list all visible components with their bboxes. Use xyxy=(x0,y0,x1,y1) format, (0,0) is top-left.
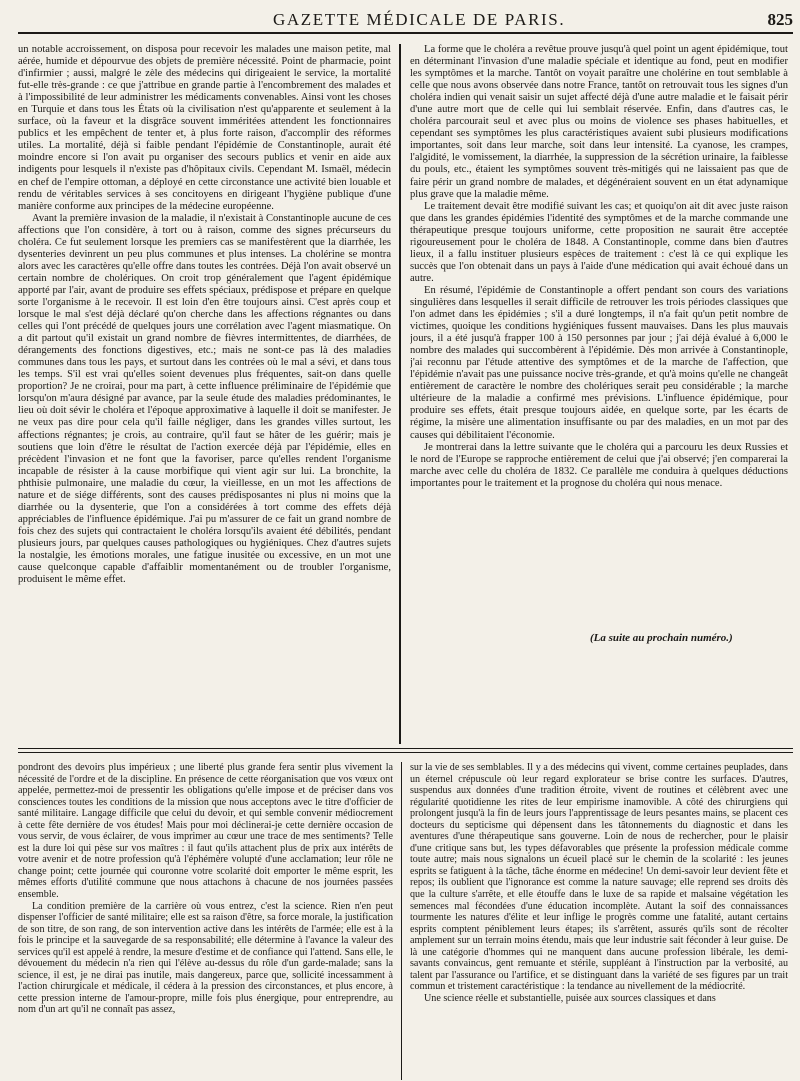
paragraph: Je montrerai dans la lettre suivante que le choléra qui a parcouru les deux Russies et le nord de l'Europe se rapproche entièrement de celui que j'ai observé; j'en comparerai la marche avec celle du choléra de 1832. Ce parallèle me conduira à quelques déductions importantes pour le traitement et la prognose du choléra qui nous menace. xyxy=(410,441,788,489)
section-separator xyxy=(18,748,793,753)
paragraph: Avant la première invasion de la maladie, il n'existait à Constantinople aucune de ces affections que l'on considère, à tort ou à raison, comme des signes précurseurs du choléra. Ce fut seulement lorsque les premiers cas se manifestèrent que la diarrhée, les dysenteries devinrent un peu plus communes et plus intenses. La cholérine se montra alors avec les caractères qu'elle offre dans toutes les contrées. Déjà l'on avait observé un certain nombre de cholériques. On croit trop généralement que l'agent épidémique apporté par l'air, avant de produire ses effets spéciaux, prédispose et prépare en quelque sorte l'organisme à le recevoir. Il est loin d'en être toujours ainsi. C'est après coup et lorsque le mal s'est déjà déclaré qu'on cherche dans les affections régnantes ou dans celles qui l'ont précédé de quelques jours une corrélation avec l'agent miasmatique. On a dit partout qu'il existait un grand nombre de fièvres intermittentes, de diarrhées, de dérangements des fonctions digestives, etc.; mais ne sont-ce pas là des maladies communes dans tous les pays, et surtout dans les contrées où le mal a sévi, et dans tous les temps. S'il est vrai qu'elles soient devenues plus fréquentes, sait-on dans quelle proportion? Je ne croirai, pour ma part, à cette influence préliminaire de l'épidémie que lorsqu'on m'aura désigné par avance, par la seule étude des maladies prédominantes, le lieu où doit sévir le choléra et l'époque approximative à laquelle il doit se manifester. Je ne veux pas dire pour cela qu'il faille négliger, dans les grandes villes surtout, les affections régnantes; je crois, au contraire, qu'il faut se hâter de les guérir; mais je soutiens que loin d'être le résultat de l'action exercée déjà par l'épidémie, elles en précèdent l'invasion et ne font que la favoriser, parce qu'elles rendent l'organisme incapable de résister à la cause morbifique qui vient agir sur lui. La bronchite, la phthisie pulmonaire, une maladie du cœur, la vieillesse, en un mot les affections de nature et de siége différents, sont des causes prédisposantes ni plus ni moins que la diarrhée ou la dysenterie, que l'on a considérées à tort comme des effets déjà appréciables de l'influence épidémique. J'ai pu m'assurer de ce fait un grand nombre de fois chez des sujets qui contractaient le choléra lorsqu'ils avaient été débilités, pendant plusieurs jours, par quelques causes pathologiques ou hygiéniques. Chez d'autres sujets la nostalgie, les émotions morales, une fatigue inusitée ou excessive, en un mot une cause quelconque capable d'affaiblir momentanément ou de troubler l'organisme, produisent le même effet. xyxy=(18,212,391,586)
paragraph: sur la vie de ses semblables. Il y a des médecins qui vivent, comme certaines peuplades, dans un éternel crépuscule où leur regard explorateur se brise contre les surfaces. D'autres, suspendus aux données d'une tradition étroite, vivent de routines et célèbrent avec une régularité quotidienne les rites de leur empirisme inamovible. A côté des chirurgiens qui prolongent jusqu'à la fin de leurs jours l'apprentissage de leurs pesantes mains, se placent ces docteurs du septicisme qui dépensent dans les tâtonnements du diagnostic et dans les aventures d'une thérapeutique sans gouverne. Loin de nous de rechercher, pour le plaisir d'une critique sans but, les types défavorables que présente la profession médicale comme toute autre; mais nous signalons un écueil placé sur le chemin de la scolarité : les jeunes esprits se fatiguent à la tâche, tâche énorme en médecine! Un demi-savoir leur devient fête et repos; ils oublient que l'ignorance est comme la nature sauvage; elle reprend ses droits dès que la culture s'arrête, et elle étouffe dans le luxe de sa rapide et malsaine végétation les semences mal fécondées d'une éducation incomplète. Autant la soif des connaissances tourmente les natures d'élite et leur inflige le progrès comme une fatalité, autant certains esprits comptent péniblement leurs étapes; ils s'arrêtent, assurés qu'ils sont de récolter amplement sur un terrain moins étendu, mais que leur industrie sait féconder à leur guise. De là une catégorie d'hommes qui ne manquent dans aucune profession libérale, les demi-savants convaincus, gent remuante et stérile, suppléant à l'instruction par la verbosité, au talent par l'assurance ou l'artifice, et se distinguant dans la variété de ses figures par un trait commun et tristement caractéristique : la tendance au nivellement de la médiocrité. xyxy=(410,762,788,993)
paragraph: En résumé, l'épidémie de Constantinople a offert pendant son cours des variations singulières dans lesquelles il serait difficile de retrouver les trois périodes classiques que l'on admet dans les épidémies ; s'il a duré longtemps, il n'a fait qu'un petit nombre de victimes, quoique les conditions hygiéniques fussent mauvaises. Dans les plus mauvais jours, il a été jusqu'à frapper 100 à 150 personnes par jour ; j'ai déjà évalué à 6,000 le nombre des malades qui succombèrent à l'épidémie. Dès mon arrivée à Constantinople, j'ai reconnu par l'étude attentive des symptômes et de la marche de l'affection, que l'épidémie n'avait pas une puissance nocive très-grande, et qu'à moins qu'elle ne changeât entièrement de caractère le nombre des cholériques serait peu considérable ; la marche ultérieure de la maladie a confirmé mes prévisions. L'influence épidémique, pour produire ses effets, était presque toujours aidée, en quelque sorte, par les écarts de régime, la misère une alimentation insuffisante ou par des maladies, en un mot par des causes qui débilitaient l'économie. xyxy=(410,284,788,441)
paragraph: pondront des devoirs plus impérieux ; une liberté plus grande fera sentir plus vivement la nécessité de l'ordre et de la discipline. En présence de cette réorganisation que vos vœux ont appelée, permettez-moi de pressentir les obligations qu'elle impose et de préciser dans vos consciences toutes les conditions de la mission que nous acceptons avec le titre d'officier de santé militaire. Langage difficile que celui du devoir, et qui semble convenir médiocrement à cette fête dernière de vos études! Mais pour moi déclinerai-je cette dernière occasion de vous servir, de vous éclairer, de vous imprimer au cœur une trace de mes sentiments? Telle est la dure loi qui pèse sur vos maîtres : il faut qu'ils attachent plus de prix aux intérêts de votre avenir et de notre profession qu'à l'éphémère volupté d'une acclamation; leur rôle ne change point; cette journée qui couronne votre scolarité doit emporter le même esprit, les mêmes efforts d'utilité commune que nous attachons à chacune de nos journées passées ensemble. xyxy=(18,762,393,901)
page-number: 825 xyxy=(767,10,793,29)
paragraph: Une science réelle et substantielle, puisée aux sources classiques et dans xyxy=(424,992,716,1004)
journal-title: GAZETTE MÉDICALE DE PARIS. xyxy=(273,10,566,29)
page-header xyxy=(18,8,793,32)
article-column-left xyxy=(18,44,391,736)
column-divider xyxy=(399,44,401,744)
feuilleton-column-right xyxy=(410,762,788,1080)
column-divider xyxy=(401,762,402,1080)
paragraph: Le traitement devait être modifié suivant les cas; et quoiqu'on ait dit avec juste raison que dans les grandes épidémies l'identité des symptômes et de la marche commande une thérapeutique presque toujours uniforme, cette proposition ne saurait être acceptée rigoureusement pour le choléra de 1848. A Constantinople, comme dans bien d'autres lieux, il a fallu instituer plusieurs espèces de traitement : c'est là ce qui explique les succès que l'on obtenait dans un pays à l'aide d'une médication qui avait échoué dans un autre. xyxy=(410,200,788,284)
paragraph: La forme que le choléra a revêtue prouve jusqu'à quel point un agent épidémique, tout en déterminant l'invasion d'une maladie spéciale et identique au fond, peut en modifier les symptômes et la marche. Tantôt on voyait paraître une cholérine en tout semblable à celle que nous avons observée dans notre France, tantôt on retrouvait tous les signes d'un choléra indien qui venait saisir un sujet affecté déjà d'une autre maladie et le faisait périr d'une autre mort que de celle qui lui semblait réservée. Enfin, dans d'autres cas, le choléra parcourait seul et avec plus ou moins de violence ses phases habituelles, et cependant ses symptômes les plus caractéristiques avaient subi plusieurs modifications importantes, soit dans leur marche, soit dans leur intensité. La cyanose, les crampes, l'algidité, le vomissement, la diarrhée, la suppression de la sécrétion urinaire, la faiblesse du pouls, etc., étaient les symptômes souvent très-mitigés qui ne laissaient pas que de faire périr un grand nombre de malades, et dégénéraient souvent en un état adynamique plus grave que la maladie même. xyxy=(410,44,788,200)
paragraph: un notable accroissement, on disposa pour recevoir les malades une maison petite, mal aérée, humide et dépourvue des objets de première nécessité. Point de pharmacie, point d'infirmier ; aussi, malgré le zèle des médecins qui dirigeaient le service, la mortalité fut-elle très-grande : ce que j'attribue en grande partie à l'encombrement des malades et à l'impossibilité de leur administrer les médicaments convenables. Ainsi vont les choses en Turquie et dans tous les États où la civilisation n'est qu'apparente et seulement à la surface, où la faveur et la disgrâce souvent imméritées attendent les fonctionnaires publics et les empêchent de tenter et, à plus forte raison, d'accomplir des réformes utiles. La mortalité, déjà si faible pendant l'épidémie de Constantinople, aurait été moindre encore si l'on avait pu organiser des secours publics et venir en aide aux indigents pour lesquels il n'existe pas d'hôpitaux civils. Cependant M. Ismaël, médecin en chef de l'empire ottoman, a déployé en cette circonstance une activité bien louable et rendu de véritables services à ses concitoyens en dirigeant l'hygiène publique d'une manière conforme aux principes de la médecine européenne. xyxy=(18,44,391,212)
feuilleton-column-left xyxy=(18,762,393,1080)
paragraph: La condition première de la carrière où vous entrez, c'est la science. Rien n'en peut dispenser l'officier de santé militaire; elle est sa raison d'être, sa force morale, la justification de son titre, de son rang, de son intervention active dans les intérêts de l'armée; elle est à la fois le principe et la sauvegarde de sa responsabilité; elle détermine à l'avance la valeur des services qu'il est appelé à rendre, la mesure d'estime et de confiance qui l'attend. Sans elle, le dévouement du médecin n'a rien qui l'élève au-dessus du rôle d'un garde-malade; sans la science, il est, je ne dirai pas inutile, mais dangereux, parce que, sollicité incessamment à l'action chirurgicale et médicale, il cédera à la pression des circonstances, et plus encore, à cette pression interne de l'amour-propre, mille fois plus énergique, pour entreprendre, au nom d'un art qu'il ne connaît pas assez, xyxy=(18,900,393,1016)
article-column-right xyxy=(410,44,788,656)
header-rule xyxy=(18,32,793,34)
continued-note: (La suite au prochain numéro.) xyxy=(590,632,733,644)
